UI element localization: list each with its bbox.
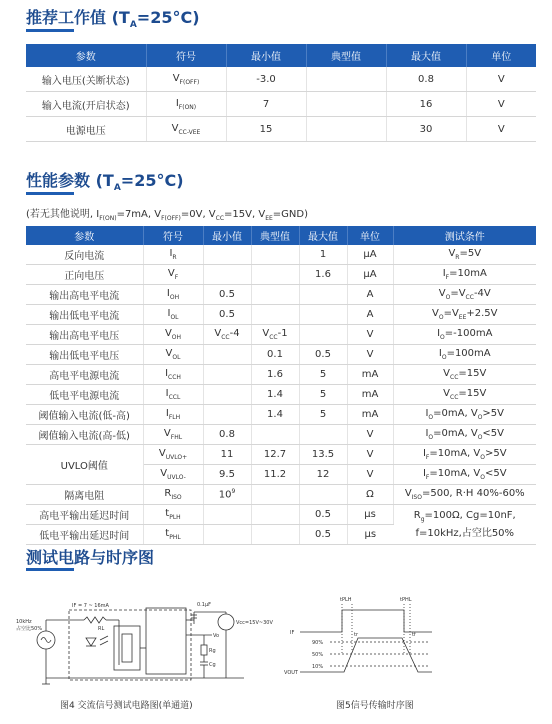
typ-cell [251,485,299,505]
max-cell: 0.8 [386,67,466,92]
condition-cell: $R_g=100\Omega$, Cg=10nF, f=10kHz,占空比50% [393,505,536,545]
param-cell: 反向电流 [26,245,143,265]
max-cell: 16 [386,92,466,117]
max-cell: 5 [299,385,347,405]
min-cell: 0.5 [203,305,251,325]
min-cell [203,245,251,265]
col-header: 单位 [466,44,536,67]
condition-cell: $I_F=10mA$, $V_O<5V$ [393,465,536,485]
col-header: 参数 [26,226,143,245]
tplh-label: tPLH [340,597,352,603]
min-cell [203,365,251,385]
performance-title: 性能参数 $(T_A=25^\circ C)$ [26,171,184,194]
max-cell: 5 [299,405,347,425]
max-cell [299,305,347,325]
vo-label: Vo [213,633,220,639]
param-cell: 电源电压 [26,117,146,142]
performance-table [26,226,536,545]
resistor-icon [84,617,106,623]
typ-cell: 1.4 [251,405,299,425]
unit-cell: V [466,67,536,92]
condition-cell: $I_O=0mA$, $V_O<5V$ [393,425,536,445]
col-header: 最大值 [299,226,347,245]
min-cell: $10^9$ [203,485,251,505]
max-cell: 12 [299,465,347,485]
table-row [26,345,536,365]
unit-cell: μs [347,525,393,545]
led-icon [86,638,96,646]
condition-cell: $V_O=V_{CC}-4V$ [393,285,536,305]
unit-cell: mA [347,385,393,405]
typ-cell [251,425,299,445]
table-row [26,67,536,92]
unit-cell: V [466,117,536,142]
typ-cell: $V_{CC}-1$ [251,325,299,345]
unit-cell: V [347,325,393,345]
table-row [26,505,536,525]
symbol-cell: $V_{OL}$ [143,345,203,365]
max-cell: 13.5 [299,445,347,465]
col-header: 单位 [347,226,393,245]
table-row [26,245,536,265]
typ-cell [306,117,386,142]
max-cell: 5 [299,365,347,385]
light-arrow-icon [100,636,108,640]
tf-label: tf [412,632,416,638]
col-header: 典型值 [251,226,299,245]
typ-cell [251,265,299,285]
max-cell [299,325,347,345]
param-cell: 高电平电源电流 [26,365,143,385]
typ-cell: 11.2 [251,465,299,485]
typ-cell: 1.6 [251,365,299,385]
dc-supply-icon [218,614,234,630]
col-header: 测试条件 [393,226,536,245]
condition-cell: $V_{CC}=15V$ [393,385,536,405]
input-waveform [300,610,432,632]
symbol-cell: $R_{ISO}$ [143,485,203,505]
min-cell: 11 [203,445,251,465]
recommended-title: 推荐工作值 $(T_A=25^\circ C)$ [26,8,200,31]
table-row [26,285,536,305]
rg-label: Rg [209,648,216,654]
table-row [26,425,536,445]
col-header: 参数 [26,44,146,67]
recommended-title-underline [26,29,74,32]
symbol-cell: $V_{UVLO-}$ [143,465,203,485]
table-header-row [26,44,536,67]
cap-label: 0.1μF [197,602,212,608]
source-label: 10kHz [16,619,32,625]
symbol-cell: $V_{FHL}$ [143,425,203,445]
table-header-row [26,226,536,245]
performance-title-underline [26,192,74,195]
table-row [26,265,536,285]
isolation-boundary [69,610,191,680]
param-cell: 阈值输入电流(高-低) [26,425,143,445]
max-cell: 0.5 [299,345,347,365]
col-header: 符号 [143,226,203,245]
param-cell: 正向电压 [26,265,143,285]
condition-cell: $I_F=10mA$, $V_O>5V$ [393,445,536,465]
unit-cell: A [347,285,393,305]
table-row [26,405,536,425]
typ-cell: 1.4 [251,385,299,405]
test-condition-note: (若无其他说明, $I_{F(ON)}=7mA$, $V_{F(OFF)}=0V$, $V_{CC}=15V$, $V_{EE}=GND$) [26,209,308,222]
param-cell: 输入电压(关断状态) [26,67,146,92]
table-row [26,92,536,117]
symbol-cell: $V_{UVLO+}$ [143,445,203,465]
col-header: 最大值 [386,44,466,67]
param-cell: 输出低电平电流 [26,305,143,325]
table-row [26,117,536,142]
condition-cell: $V_R=5V$ [393,245,536,265]
typ-cell [251,285,299,305]
min-cell: 9.5 [203,465,251,485]
param-cell: 输出高电平电流 [26,285,143,305]
symbol-cell: $V_{F(OFF)}$ [146,67,226,92]
symbol-cell: $V_F$ [143,265,203,285]
param-cell: 高电平输出延迟时间 [26,505,143,525]
param-cell: 隔离电阻 [26,485,143,505]
max-cell: 0.5 [299,505,347,525]
typ-cell: 12.7 [251,445,299,465]
fig5-caption: 图5信号传输时序图 [336,701,414,711]
circuit-title: 测试电路与时序图 [26,548,155,567]
symbol-cell: $t_{PHL}$ [143,525,203,545]
min-cell: $V_{CC}-4$ [203,325,251,345]
vout-axis-label: VOUT [284,670,298,676]
typ-cell [251,505,299,525]
max-cell [299,285,347,305]
rg-resistor-icon [201,645,207,655]
sine-wave-icon [41,638,51,643]
cg-label: Cg [209,662,216,668]
symbol-cell: $I_{CCH}$ [143,365,203,385]
min-cell [203,505,251,525]
typ-cell [251,245,299,265]
param-cell: 输出低电平电压 [26,345,143,365]
condition-cell: $V_O=V_{EE}+2.5V$ [393,305,536,325]
circuit-title-underline [26,568,74,571]
max-cell: 1 [299,245,347,265]
param-cell: 低电平电源电流 [26,385,143,405]
min-cell: 0.5 [203,285,251,305]
unit-cell: A [347,305,393,325]
condition-cell: $V_{ISO}=500$, R·H 40%-60% [393,485,536,505]
table-row [26,445,536,465]
unit-cell: Ω [347,485,393,505]
min-cell: 0.8 [203,425,251,445]
table-row [26,365,536,385]
rl-label: RL [98,626,105,632]
condition-cell: $V_{CC}=15V$ [393,365,536,385]
table-row [26,385,536,405]
col-header: 典型值 [306,44,386,67]
table-row [26,485,536,505]
duty-label: 占空比50% [16,626,43,632]
timing-diagram [282,590,442,690]
min-cell: 15 [226,117,306,142]
min-cell [203,385,251,405]
test-circuit-diagram [14,590,273,690]
param-cell: 阈值输入电流(低-高) [26,405,143,425]
typ-cell [251,525,299,545]
symbol-cell: $V_{CC-VEE}$ [146,117,226,142]
typ-cell [251,305,299,325]
unit-cell: μA [347,245,393,265]
typ-cell [306,67,386,92]
min-cell: 7 [226,92,306,117]
param-cell: 低电平输出延迟时间 [26,525,143,545]
param-cell: UVLO阈值 [26,445,143,485]
condition-cell: $I_O=0mA$, $V_O>5V$ [393,405,536,425]
unit-cell: mA [347,405,393,425]
typ-cell: 0.1 [251,345,299,365]
condition-cell: $I_F=10mA$ [393,265,536,285]
param-cell: 输入电流(开启状态) [26,92,146,117]
recommended-table [26,44,536,142]
max-cell: 1.6 [299,265,347,285]
unit-cell: mA [347,365,393,385]
max-cell [299,425,347,445]
unit-cell: V [347,445,393,465]
max-cell: 0.5 [299,525,347,545]
unit-cell: V [347,425,393,445]
col-header: 最小值 [226,44,306,67]
col-header: 最小值 [203,226,251,245]
vcc-label: Vcc=15V~30V [236,620,273,626]
unit-cell: μA [347,265,393,285]
min-cell [203,265,251,285]
ic-body [114,626,140,670]
level-50-label: 50% [312,652,324,658]
symbol-cell: $V_{OH}$ [143,325,203,345]
symbol-cell: $I_{OL}$ [143,305,203,325]
param-cell: 输出高电平电压 [26,325,143,345]
condition-cell: $I_O=100mA$ [393,345,536,365]
symbol-cell: $t_{PLH}$ [143,505,203,525]
level-10-label: 10% [312,664,324,670]
fig4-caption: 图4 交流信号测试电路图(单通道) [60,701,193,711]
min-cell [203,405,251,425]
unit-cell: V [466,92,536,117]
symbol-cell: $I_{FLH}$ [143,405,203,425]
driver-block [146,608,186,674]
tr-label: tr [354,632,359,638]
if-axis-label: IF [290,630,295,636]
condition-cell: $I_O=-100mA$ [393,325,536,345]
max-cell: 30 [386,117,466,142]
unit-cell: μs [347,505,393,525]
max-cell [299,485,347,505]
symbol-cell: $I_{F(ON)}$ [146,92,226,117]
symbol-cell: $I_R$ [143,245,203,265]
min-cell [203,345,251,365]
unit-cell: V [347,465,393,485]
if-range-label: IF = 7 ~ 16mA [72,603,109,609]
col-header: 符号 [146,44,226,67]
level-90-label: 90% [312,640,324,646]
unit-cell: V [347,345,393,365]
tphl-label: tPHL [400,597,412,603]
table-row [26,325,536,345]
min-cell [203,525,251,545]
symbol-cell: $I_{CCL}$ [143,385,203,405]
typ-cell [306,92,386,117]
table-row [26,305,536,325]
min-cell: -3.0 [226,67,306,92]
symbol-cell: $I_{OH}$ [143,285,203,305]
